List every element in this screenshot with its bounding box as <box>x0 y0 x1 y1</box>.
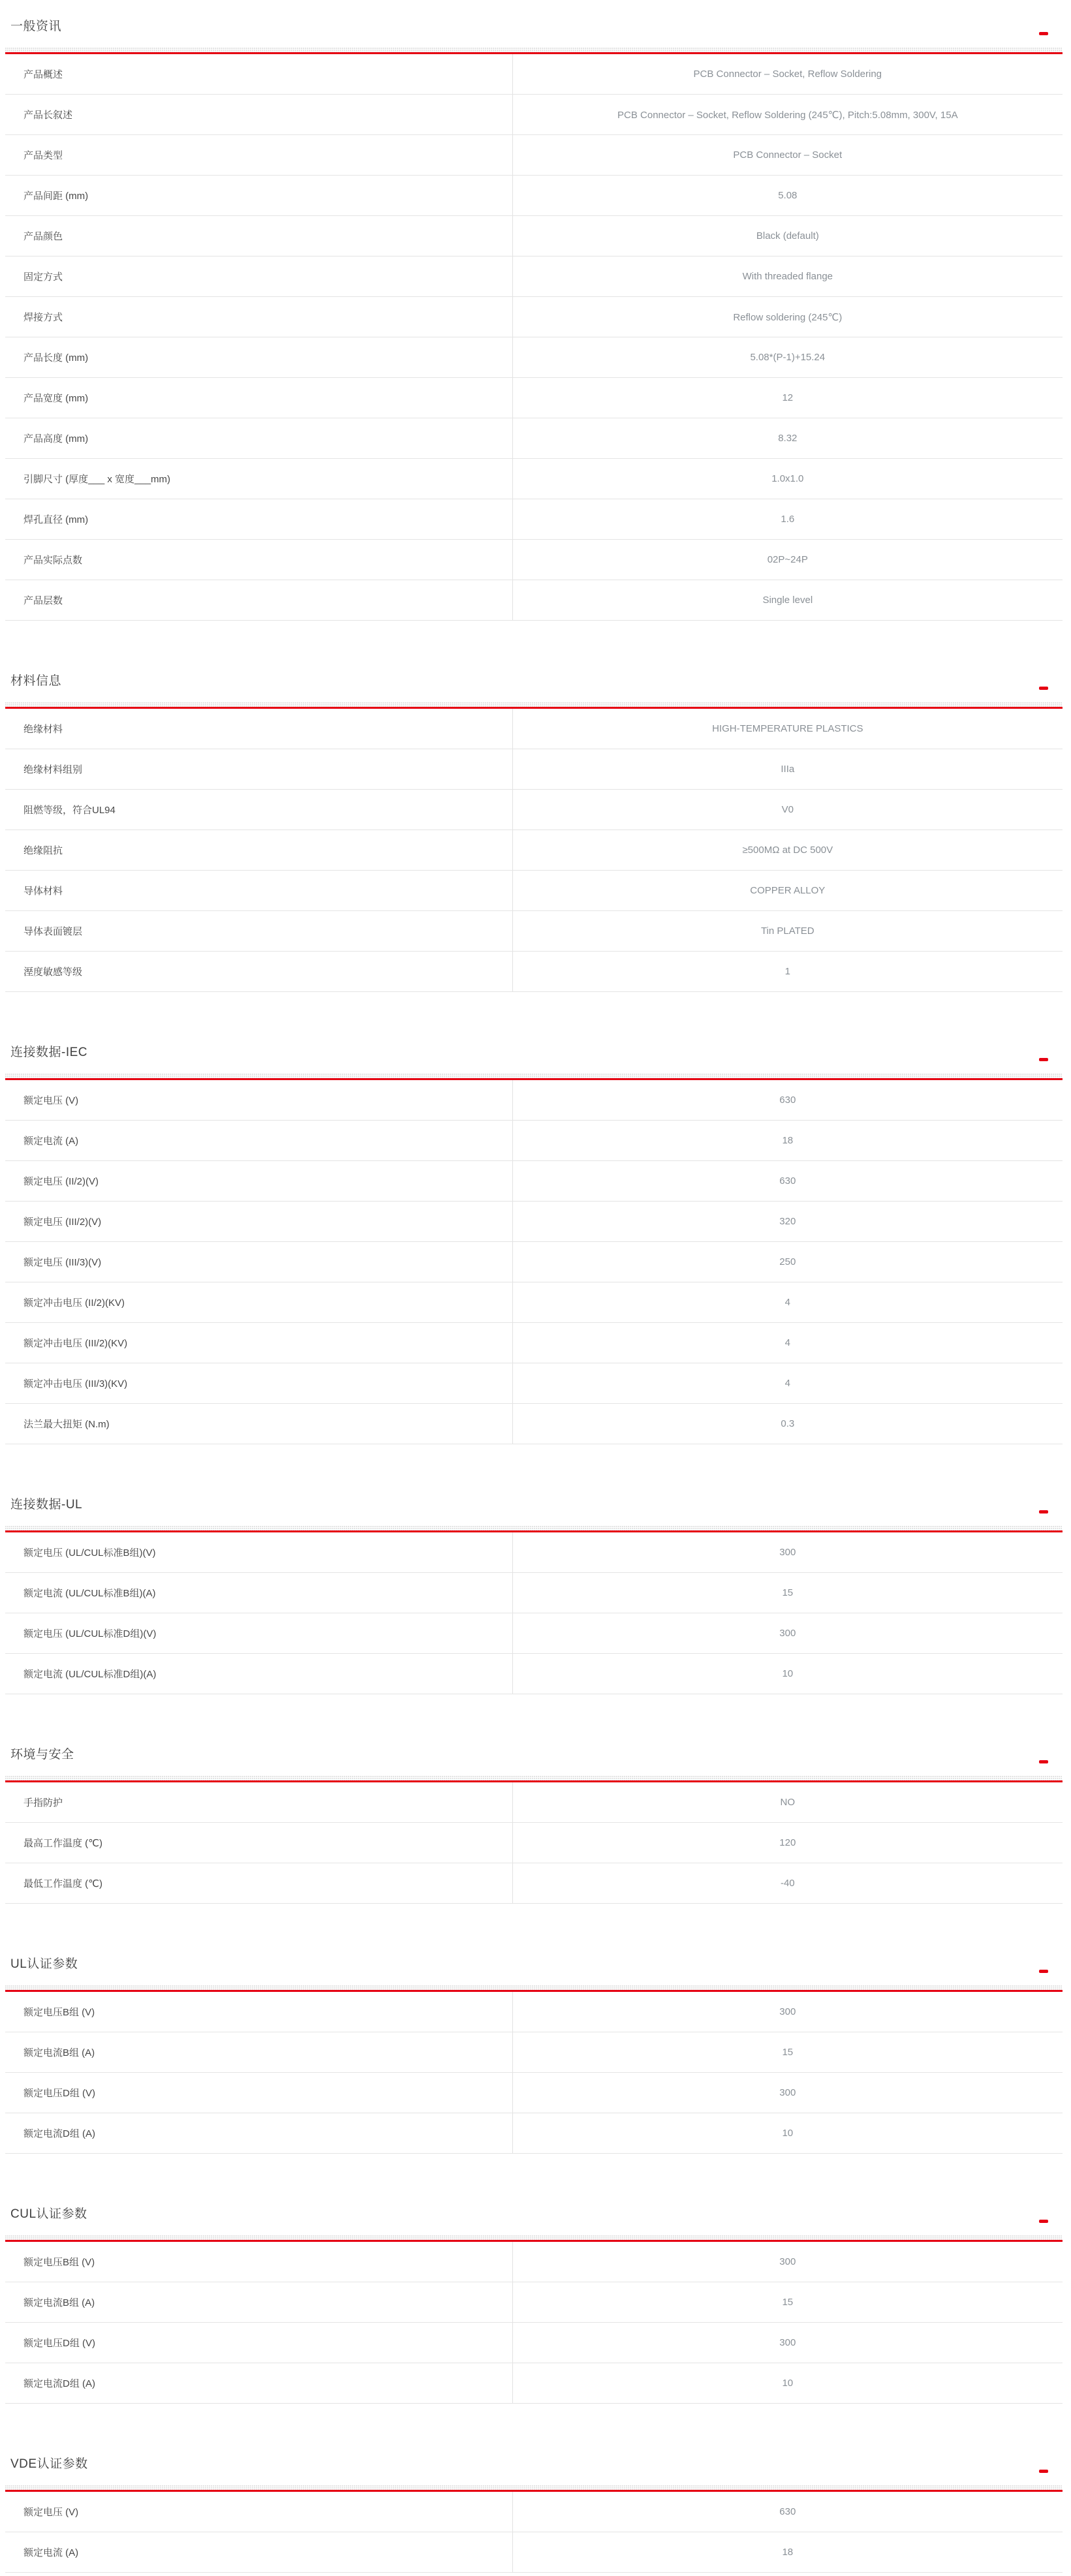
table-row <box>5 1404 1063 1444</box>
spec-section-1 <box>5 18 1063 621</box>
table-row <box>5 418 1063 459</box>
table-row <box>5 337 1063 378</box>
section-rule <box>5 1526 1063 1532</box>
table-row <box>5 1202 1063 1242</box>
row-label: 固定方式 <box>5 256 513 296</box>
row-value: Reflow soldering (245℃) <box>733 311 843 323</box>
section-rule <box>5 2235 1063 2242</box>
row-label: 额定电压 (V) <box>5 1080 513 1120</box>
section-title: CUL认证参数 <box>10 2207 87 2221</box>
table-row <box>5 2323 1063 2363</box>
row-value: 630 <box>779 1175 796 1187</box>
row-label: 额定电压B组 (V) <box>5 1992 513 2032</box>
row-value: 300 <box>779 2006 796 2017</box>
row-value: 300 <box>779 2087 796 2098</box>
table-row <box>5 459 1063 499</box>
row-value: 300 <box>779 1628 796 1639</box>
table-row <box>5 1323 1063 1363</box>
row-value: 300 <box>779 2337 796 2348</box>
row-value: V0 <box>781 804 794 815</box>
section-title: 一般资讯 <box>10 20 62 33</box>
spec-section-5 <box>5 1746 1063 1904</box>
section-header <box>5 673 1063 690</box>
row-value: 15 <box>782 2047 794 2058</box>
row-value: 630 <box>779 2506 796 2517</box>
row-value: 8.32 <box>778 433 798 444</box>
row-value: Tin PLATED <box>760 925 815 937</box>
table-row <box>5 135 1063 176</box>
row-label: 溼度敏感等级 <box>5 952 513 991</box>
row-label: 手指防护 <box>5 1782 513 1822</box>
table-row <box>5 1121 1063 1161</box>
table-row <box>5 911 1063 952</box>
table-row <box>5 2363 1063 2404</box>
table-row <box>5 2282 1063 2323</box>
row-label: 额定电流 (UL/CUL标准B组)(A) <box>5 1573 513 1613</box>
row-label: 额定电压 (II/2)(V) <box>5 1161 513 1201</box>
table-row <box>5 1823 1063 1863</box>
row-label: 产品间距 (mm) <box>5 176 513 215</box>
row-value: 18 <box>782 1135 794 1146</box>
row-value: With threaded flange <box>742 271 833 282</box>
row-value: NO <box>780 1797 796 1808</box>
rule-dot-texture <box>5 1074 1063 1078</box>
row-label: 最高工作温度 (℃) <box>5 1823 513 1863</box>
row-label: 法兰最大扭矩 (N.m) <box>5 1404 513 1444</box>
row-value: 15 <box>782 2297 794 2308</box>
row-label: 额定电压 (UL/CUL标准D组)(V) <box>5 1613 513 1653</box>
row-label: 额定电流D组 (A) <box>5 2113 513 2153</box>
spec-table <box>5 54 1063 621</box>
spec-table <box>5 2242 1063 2404</box>
section-title: 材料信息 <box>10 674 62 688</box>
table-row <box>5 2532 1063 2573</box>
row-value: 120 <box>779 1837 796 1848</box>
table-row <box>5 540 1063 580</box>
row-value: 300 <box>779 1547 796 1558</box>
spec-section-6 <box>5 1956 1063 2154</box>
collapse-minus-icon[interactable] <box>1039 1510 1048 1513</box>
rule-dot-texture <box>5 1985 1063 1990</box>
spec-table <box>5 2492 1063 2573</box>
row-label: 额定电压 (UL/CUL标准B组)(V) <box>5 1532 513 1572</box>
row-value: 320 <box>779 1216 796 1227</box>
table-row <box>5 378 1063 418</box>
section-header <box>5 2206 1063 2223</box>
table-row <box>5 2113 1063 2154</box>
table-row <box>5 1992 1063 2032</box>
spec-table <box>5 709 1063 992</box>
row-value: 1.6 <box>781 514 795 525</box>
row-label: 阻燃等级，符合UL94 <box>5 790 513 830</box>
spec-table <box>5 1782 1063 1904</box>
table-row <box>5 1161 1063 1202</box>
row-label: 产品实际点数 <box>5 540 513 580</box>
row-label: 产品概述 <box>5 54 513 94</box>
row-value: 0.3 <box>781 1418 795 1429</box>
table-row <box>5 1573 1063 1613</box>
row-value: IIIa <box>781 764 795 775</box>
row-value: ≥500MΩ at DC 500V <box>742 845 833 856</box>
row-value: 02P~24P <box>767 554 808 565</box>
row-value: 5.08 <box>778 190 798 201</box>
row-label: 额定冲击电压 (II/2)(KV) <box>5 1282 513 1322</box>
section-header <box>5 18 1063 35</box>
section-rule <box>5 1985 1063 1992</box>
collapse-minus-icon[interactable] <box>1039 1058 1048 1061</box>
table-row <box>5 297 1063 337</box>
row-label: 额定冲击电压 (III/3)(KV) <box>5 1363 513 1403</box>
table-row <box>5 216 1063 256</box>
collapse-minus-icon[interactable] <box>1039 687 1048 690</box>
table-row <box>5 1613 1063 1654</box>
table-row <box>5 2073 1063 2113</box>
table-row <box>5 1282 1063 1323</box>
collapse-minus-icon[interactable] <box>1039 2220 1048 2223</box>
row-label: 产品颜色 <box>5 216 513 256</box>
row-label: 产品高度 (mm) <box>5 418 513 458</box>
row-value: PCB Connector – Socket, Reflow Soldering <box>693 69 882 80</box>
section-header <box>5 1497 1063 1513</box>
table-row <box>5 499 1063 540</box>
table-row <box>5 1532 1063 1573</box>
row-value: 1.0x1.0 <box>771 473 804 484</box>
row-label: 额定冲击电压 (III/2)(KV) <box>5 1323 513 1363</box>
row-label: 产品宽度 (mm) <box>5 378 513 418</box>
row-value: 1 <box>784 966 790 977</box>
row-label: 产品层数 <box>5 580 513 620</box>
row-label: 额定电流 (UL/CUL标准D组)(A) <box>5 1654 513 1694</box>
row-value: COPPER ALLOY <box>750 885 826 896</box>
section-rule <box>5 702 1063 709</box>
row-value: 4 <box>784 1297 790 1308</box>
collapse-minus-icon[interactable] <box>1039 32 1048 35</box>
row-label: 产品类型 <box>5 135 513 175</box>
row-label: 绝缘材料组别 <box>5 749 513 789</box>
table-row <box>5 1242 1063 1282</box>
spec-section-8 <box>5 2456 1063 2573</box>
collapse-minus-icon[interactable] <box>1039 2470 1048 2473</box>
table-row <box>5 2032 1063 2073</box>
row-label: 额定电压 (III/3)(V) <box>5 1242 513 1282</box>
table-row <box>5 1782 1063 1823</box>
row-label: 产品长叙述 <box>5 95 513 134</box>
row-value: Single level <box>762 595 813 606</box>
table-row <box>5 95 1063 135</box>
row-value: -40 <box>780 1878 795 1889</box>
row-label: 额定电压D组 (V) <box>5 2323 513 2363</box>
section-title: UL认证参数 <box>10 1957 78 1971</box>
table-row <box>5 709 1063 749</box>
table-row <box>5 1080 1063 1121</box>
table-row <box>5 1363 1063 1404</box>
section-header <box>5 1746 1063 1763</box>
table-row <box>5 54 1063 95</box>
spec-section-3 <box>5 1044 1063 1444</box>
table-row <box>5 176 1063 216</box>
table-row <box>5 580 1063 621</box>
spec-table <box>5 1080 1063 1444</box>
row-label: 焊孔直径 (mm) <box>5 499 513 539</box>
row-label: 焊接方式 <box>5 297 513 337</box>
collapse-minus-icon[interactable] <box>1039 1970 1048 1973</box>
row-value: 4 <box>784 1337 790 1348</box>
row-value: 12 <box>782 392 794 403</box>
section-header <box>5 2456 1063 2473</box>
row-value: 15 <box>782 1587 794 1598</box>
row-label: 额定电流 (A) <box>5 2532 513 2572</box>
rule-dot-texture <box>5 702 1063 707</box>
row-label: 绝缘阻抗 <box>5 830 513 870</box>
rule-dot-texture <box>5 48 1063 52</box>
section-title: 连接数据-UL <box>10 1498 83 1512</box>
section-rule <box>5 1776 1063 1782</box>
row-label: 导体表面镀层 <box>5 911 513 951</box>
section-header <box>5 1044 1063 1061</box>
spec-section-2 <box>5 673 1063 992</box>
row-label: 额定电流B组 (A) <box>5 2032 513 2072</box>
section-title: VDE认证参数 <box>10 2457 88 2471</box>
table-row <box>5 790 1063 830</box>
row-label: 绝缘材料 <box>5 709 513 749</box>
row-value: HIGH-TEMPERATURE PLASTICS <box>712 723 863 734</box>
row-label: 引脚尺寸 (厚度___ x 宽度___mm) <box>5 459 513 499</box>
row-value: Black (default) <box>756 230 819 241</box>
row-label: 额定电压 (V) <box>5 2492 513 2532</box>
row-label: 额定电压 (III/2)(V) <box>5 1202 513 1241</box>
row-value: PCB Connector – Socket <box>733 149 843 161</box>
row-label: 最低工作温度 (℃) <box>5 1863 513 1903</box>
collapse-minus-icon[interactable] <box>1039 1760 1048 1763</box>
table-row <box>5 2242 1063 2282</box>
section-title: 连接数据-IEC <box>10 1046 88 1059</box>
spec-table <box>5 1532 1063 1694</box>
rule-dot-texture <box>5 1776 1063 1780</box>
spec-section-4 <box>5 1497 1063 1694</box>
rule-dot-texture <box>5 2235 1063 2240</box>
row-value: 300 <box>779 2256 796 2267</box>
table-row <box>5 256 1063 297</box>
row-value: 10 <box>782 2378 794 2389</box>
row-label: 额定电流B组 (A) <box>5 2282 513 2322</box>
table-row <box>5 1654 1063 1694</box>
spec-table <box>5 1992 1063 2154</box>
row-value: 10 <box>782 2128 794 2139</box>
row-value: 250 <box>779 1256 796 1267</box>
rule-dot-texture <box>5 2485 1063 2490</box>
row-label: 额定电压B组 (V) <box>5 2242 513 2282</box>
section-rule <box>5 48 1063 54</box>
table-row <box>5 2492 1063 2532</box>
row-label: 导体材料 <box>5 871 513 910</box>
row-label: 产品长度 (mm) <box>5 337 513 377</box>
row-label: 额定电流D组 (A) <box>5 2363 513 2403</box>
section-rule <box>5 2485 1063 2492</box>
spec-section-7 <box>5 2206 1063 2404</box>
section-rule <box>5 1074 1063 1080</box>
row-value: 4 <box>784 1378 790 1389</box>
row-value: 10 <box>782 1668 794 1679</box>
rule-dot-texture <box>5 1526 1063 1530</box>
row-value: 630 <box>779 1094 796 1106</box>
table-row <box>5 749 1063 790</box>
section-title: 环境与安全 <box>10 1748 74 1761</box>
row-label: 额定电流 (A) <box>5 1121 513 1160</box>
section-header <box>5 1956 1063 1973</box>
table-row <box>5 1863 1063 1904</box>
row-value: 5.08*(P-1)+15.24 <box>750 352 826 363</box>
table-row <box>5 871 1063 911</box>
table-row <box>5 952 1063 992</box>
table-row <box>5 830 1063 871</box>
row-value: PCB Connector – Socket, Reflow Soldering (245℃), Pitch:5.08mm, 300V, 15A <box>617 109 958 121</box>
row-label: 额定电压D组 (V) <box>5 2073 513 2113</box>
row-value: 18 <box>782 2547 794 2558</box>
